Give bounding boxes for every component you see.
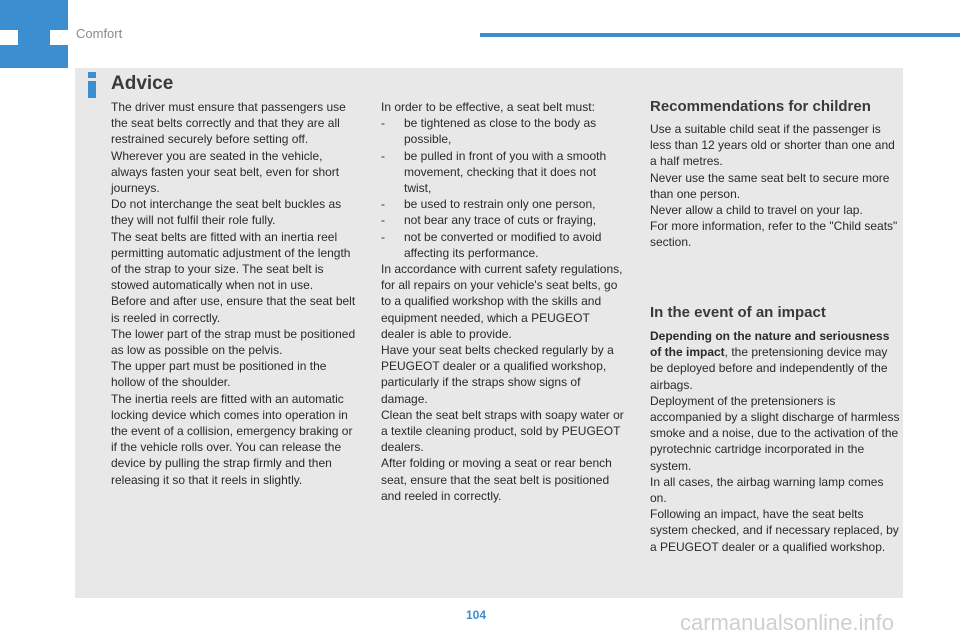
seat-belt-requirements-list (381, 115, 626, 261)
page-number: 104 (466, 608, 487, 622)
children-section (650, 121, 902, 251)
paragraph: In order to be effective, a seat belt must: (381, 100, 595, 114)
children-heading: Recommendations for children (650, 98, 871, 115)
header-accent-bar (480, 33, 960, 37)
paragraph: Never use the same seat belt to secure more than one person. (650, 170, 890, 201)
paragraph: In all cases, the airbag warning lamp comes on. (650, 474, 884, 506)
bold-lead: Depending on the nature and seriousness of the impact (650, 329, 890, 360)
list-item: - be pulled in front of you with a smooth movement, checking that it does not twist, (381, 148, 626, 197)
list-item: - not be converted or modified to avoid affecting its performance. (381, 229, 626, 261)
info-icon (84, 72, 100, 98)
paragraph: Do not interchange the seat belt buckles as they will not fulfil their role fully. (111, 197, 342, 228)
paragraph: Wherever you are seated in the vehicle, always fasten your seat belt, even for short journeys. (111, 148, 340, 196)
paragraph: Use a suitable child seat if the passenger is less than 12 years old or shorter than one and a half metres. (650, 122, 895, 169)
paragraph: Before and after use, ensure that the seat belt is reeled in correctly. (111, 294, 356, 325)
paragraph: In accordance with current safety regulations, for all repairs on your vehicle's seat belts, go to a qualified workshop with the skills and equipment needed, which a PEUGEOT dealer is able to provide. (381, 262, 623, 341)
paragraph: The upper part must be positioned in the hollow of the shoulder. (111, 359, 327, 390)
paragraph: Following an impact, have the seat belts system checked, and if necessary replaced, by a PEUGEOT dealer or a qualified workshop. (650, 507, 899, 554)
paragraph: The inertia reels are fitted with an automatic locking device which comes into operation in the event of a collision, emergency braking or if the vehicle rolls over. You can release the device by pulling the strap firmly and then releasing it so that it reels in slightly. (111, 391, 353, 487)
watermark: carmanualsonline.info (680, 610, 895, 635)
section-title: Comfort (76, 26, 123, 41)
impact-section (650, 328, 902, 555)
advice-column-2 (381, 99, 626, 504)
paragraph: The driver must ensure that passengers use the seat belts correctly and that they are all restrained securely before setting off. (111, 100, 346, 147)
list-item: - not bear any trace of cuts or fraying, (381, 212, 626, 228)
paragraph: After folding or moving a seat or rear bench seat, ensure that the seat belt is positioned and reeled in correctly. (381, 456, 612, 503)
lead-rest: , the pretensioning device may be deployed before and independently of the airbags. (650, 345, 888, 392)
advice-column-1 (111, 99, 361, 488)
paragraph: Have your seat belts checked regularly by a PEUGEOT dealer or a qualified workshop, particularly if the straps show signs of damage. (381, 343, 614, 406)
paragraph: Never allow a child to travel on your lap. (650, 203, 863, 218)
paragraph: For more information, refer to the "Child seats" section. (650, 219, 898, 250)
chapter-tab-notch (50, 30, 68, 45)
list-item: - be tightened as close to the body as possible, (381, 115, 626, 147)
paragraph: Clean the seat belt straps with soapy water or a textile cleaning product, sold by PEUGEOT dealers. (381, 407, 624, 455)
chapter-tab-notch (0, 30, 18, 45)
impact-heading: In the event of an impact (650, 304, 826, 321)
list-item: - be used to restrain only one person, (381, 196, 626, 212)
paragraph: The lower part of the strap must be positioned as low as possible on the pelvis. (111, 326, 356, 358)
paragraph (650, 328, 902, 393)
paragraph: Deployment of the pretensioners is accompanied by a slight discharge of harmless smoke and a noise, due to the activation of the pyrotechnic cartridge incorporated in the system. (650, 393, 900, 473)
advice-heading: Advice (111, 73, 174, 94)
paragraph: The seat belts are fitted with an inertia reel permitting automatic adjustment of the length of the strap to your size. The seat belt is stowed automatically when not in use. (111, 229, 351, 293)
